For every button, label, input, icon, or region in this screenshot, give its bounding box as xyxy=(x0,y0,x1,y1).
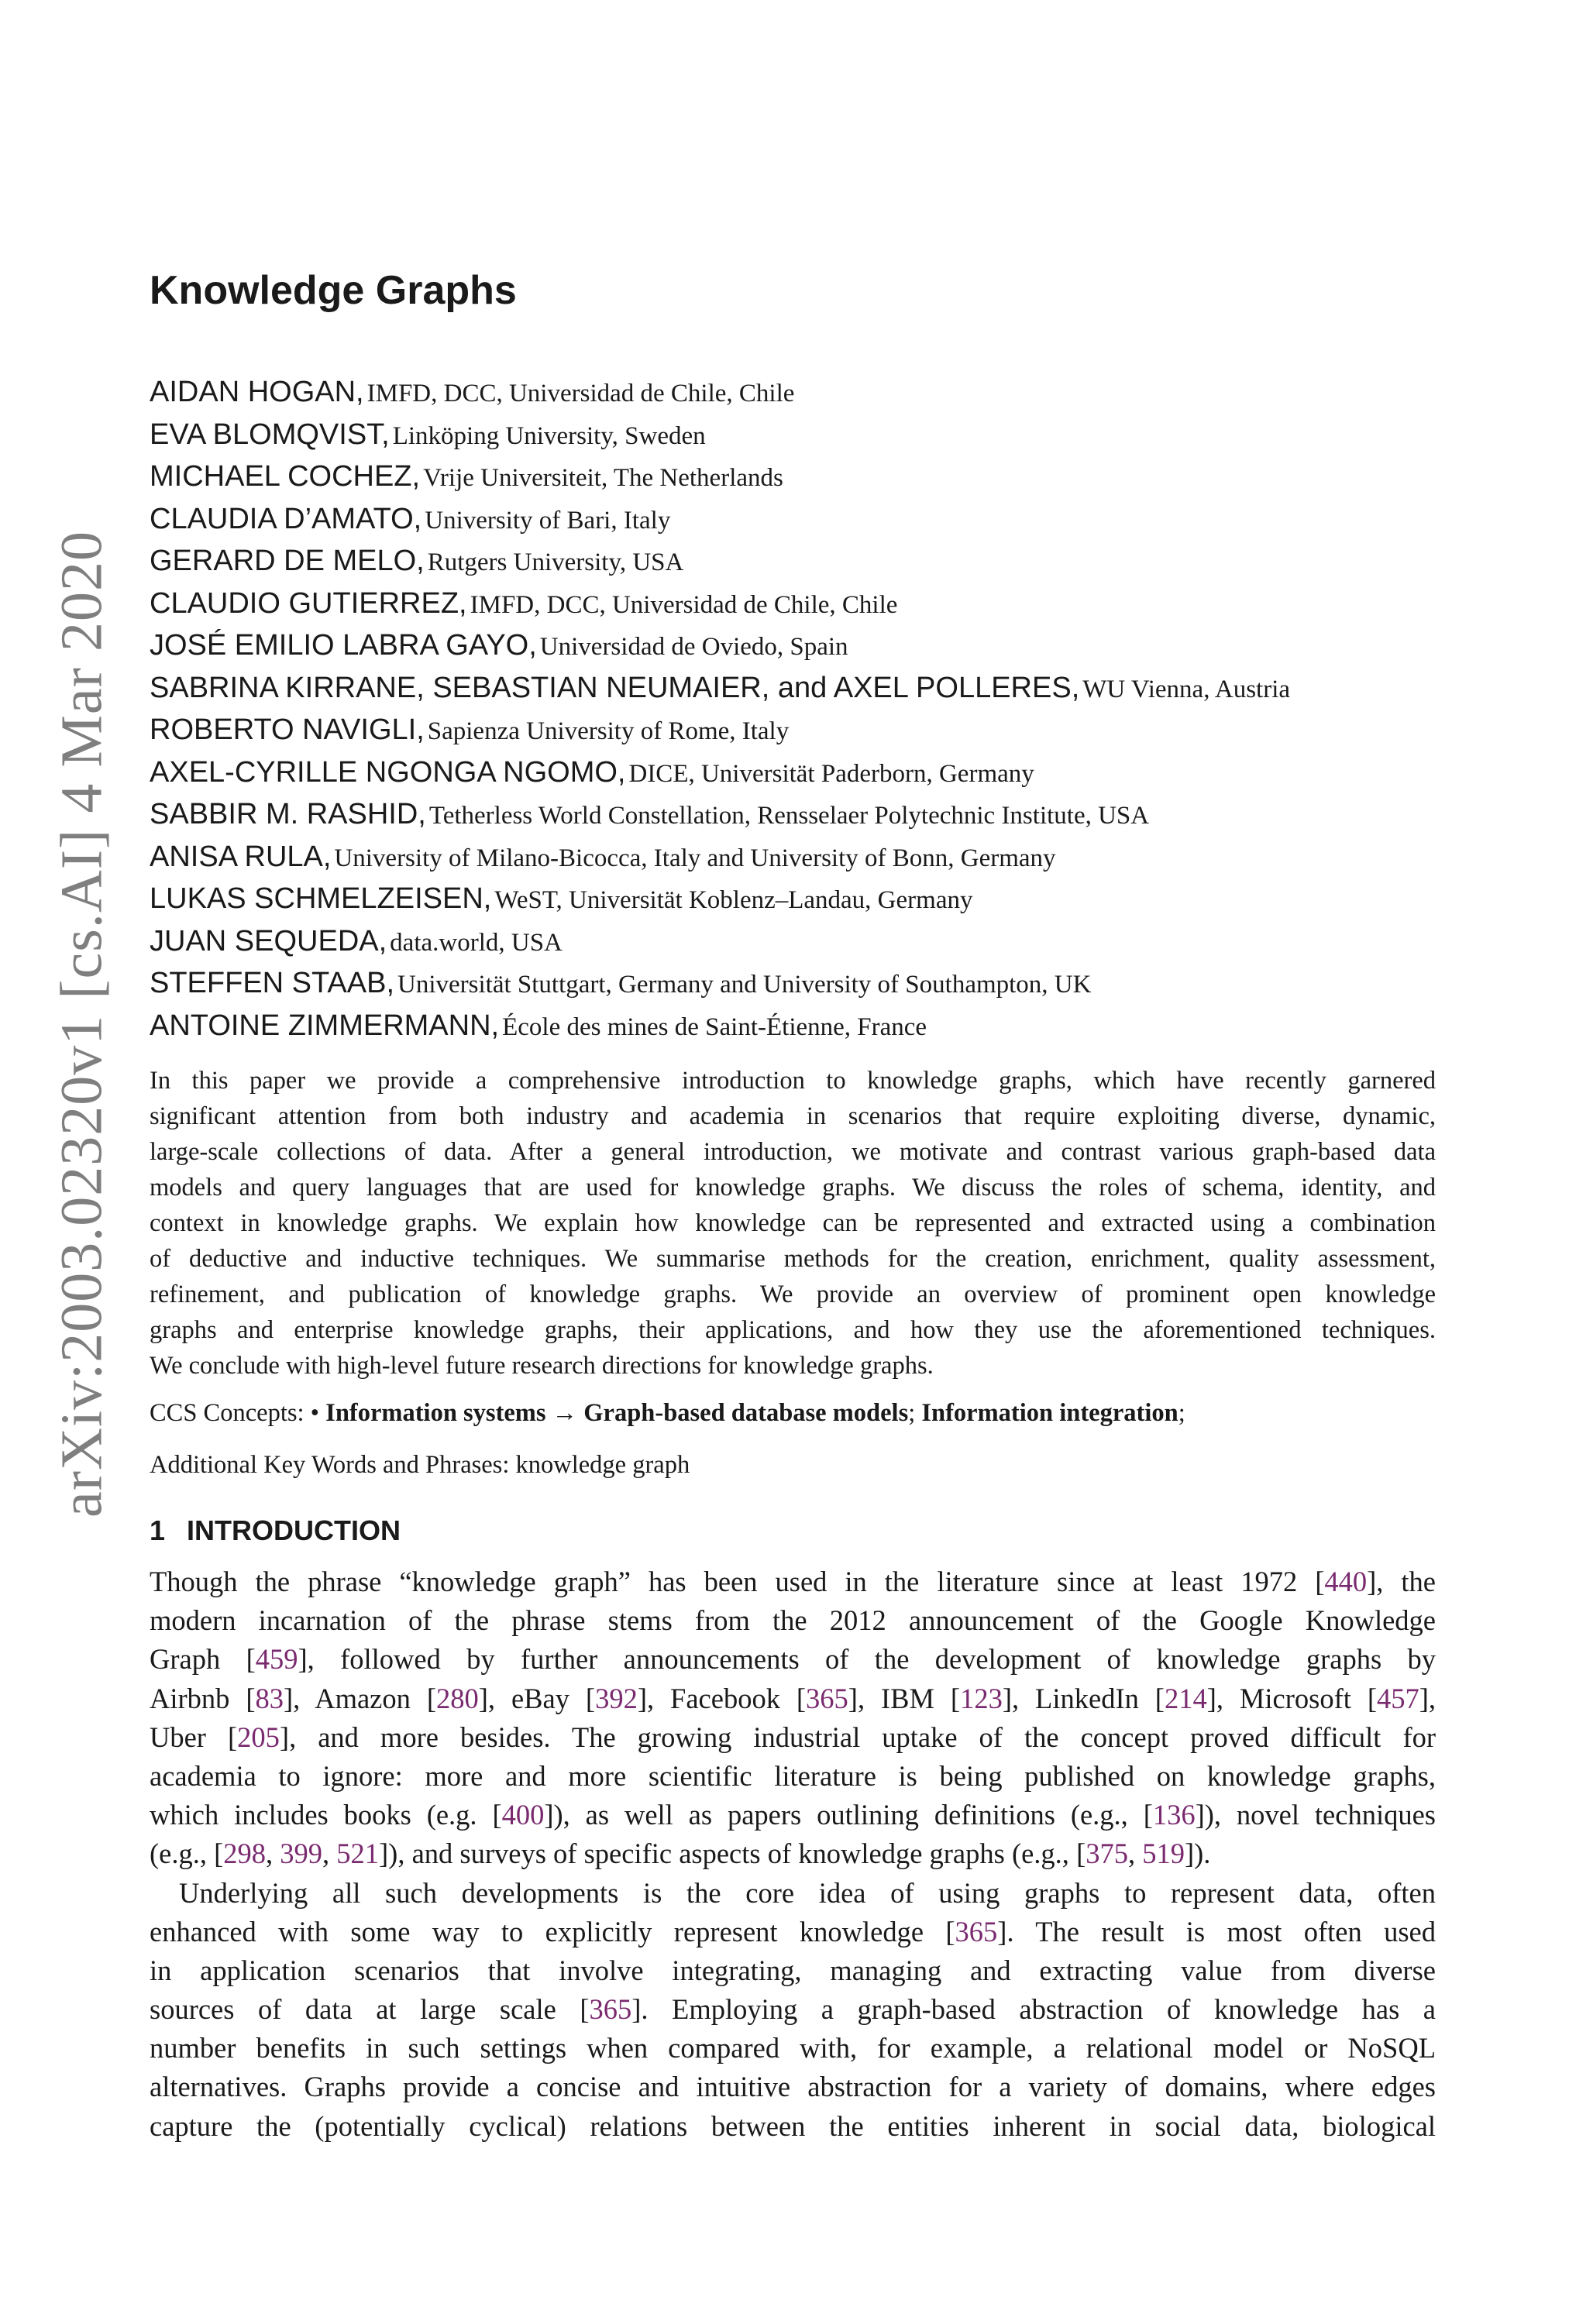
author-name: JOSÉ EMILIO LABRA GAYO, xyxy=(150,629,537,662)
author-entry xyxy=(150,498,1467,541)
text-segment: , IBM xyxy=(857,1682,951,1714)
citation[interactable]: [123] xyxy=(950,1682,1012,1714)
section-heading xyxy=(150,1514,401,1547)
text-segment: Graph xyxy=(150,1643,246,1676)
author-name: AXEL-CYRILLE NGONGA NGOMO, xyxy=(150,755,626,789)
author-name: GERARD DE MELO, xyxy=(150,545,425,577)
citation-link[interactable]: 399 xyxy=(280,1838,323,1870)
author-affiliation: WeST, Universität Koblenz–Landau, Germany xyxy=(494,886,973,914)
text-segment: , Microsoft xyxy=(1216,1682,1368,1714)
paper-title: Knowledge Graphs xyxy=(150,268,517,313)
text-segment: which includes books (e.g. xyxy=(150,1799,493,1831)
citation-link[interactable]: 375 xyxy=(1086,1838,1128,1870)
citation-link[interactable]: 400 xyxy=(501,1799,545,1831)
text-segment: , Amazon xyxy=(293,1682,427,1714)
body-line xyxy=(150,1640,1436,1679)
author-name: AIDAN HOGAN, xyxy=(150,376,364,408)
author-affiliation: Universidad de Oviedo, Spain xyxy=(539,633,848,661)
author-affiliation: Rutgers University, USA xyxy=(427,548,684,576)
author-list xyxy=(150,371,1467,1047)
body-line xyxy=(150,1913,1436,1951)
author-entry xyxy=(150,751,1467,794)
author-name: LUKAS SCHMELZEISEN, xyxy=(150,882,492,915)
author-name: SABRINA KIRRANE, SEBASTIAN NEUMAIER, and AXEL POLLERES, xyxy=(150,671,1080,704)
author-affiliation: University of Milano-Bicocca, Italy and University of Bonn, Germany xyxy=(334,844,1056,872)
citation-link[interactable]: 298 xyxy=(223,1838,267,1870)
body-line xyxy=(150,1951,1436,1990)
author-affiliation: École des mines de Saint-Étienne, France xyxy=(502,1012,927,1041)
abstract-line: of deductive and inductive techniques. We summarise methods for the creation, enrichment, quality assessment, xyxy=(150,1245,1436,1273)
author-affiliation: Vrije Universiteit, The Netherlands xyxy=(423,464,783,492)
abstract-line: We conclude with high-level future research directions for knowledge graphs. xyxy=(150,1352,934,1380)
author-entry xyxy=(150,624,1467,667)
text-segment: academia to ignore: more and more scientific literature is being published on knowledge graphs, xyxy=(150,1759,1436,1792)
text-segment: ), as well as papers outlining definitions (e.g., xyxy=(553,1799,1144,1831)
author-entry xyxy=(150,836,1467,878)
citation[interactable]: [459] xyxy=(246,1643,308,1676)
ccs-concepts xyxy=(150,1399,1185,1428)
citation[interactable]: [365] xyxy=(796,1682,858,1714)
author-affiliation: University of Bari, Italy xyxy=(425,506,671,535)
text-segment: enhanced with some way to explicitly represent knowledge xyxy=(150,1915,946,1948)
author-entry xyxy=(150,371,1467,414)
author-name: STEFFEN STAAB, xyxy=(150,967,395,999)
body-line xyxy=(150,2068,1436,2106)
text-segment: , LinkedIn xyxy=(1011,1682,1155,1714)
body-line xyxy=(150,2107,1436,2146)
citation[interactable]: [440] xyxy=(1315,1566,1377,1597)
body-line xyxy=(150,1679,1436,1718)
author-affiliation: IMFD, DCC, Universidad de Chile, Chile xyxy=(366,380,795,407)
abstract-line: refinement, and publication of knowledge graphs. We provide an overview of prominent open knowledge xyxy=(150,1281,1436,1308)
author-entry xyxy=(150,456,1467,498)
text-segment: in application scenarios that involve integrating, managing and extracting value from diverse xyxy=(150,1954,1436,1986)
keywords: Additional Key Words and Phrases: knowledge graph xyxy=(150,1451,690,1479)
author-entry xyxy=(150,540,1467,583)
citation-link[interactable]: 123 xyxy=(960,1682,1003,1714)
abstract-line: significant attention from both industry and academia in scenarios that require exploiting diverse, dynamic, xyxy=(150,1102,1436,1130)
text-segment: number benefits in such settings when compared with, for example, a relational model or NoSQL xyxy=(150,2032,1436,2064)
author-name: ROBERTO NAVIGLI, xyxy=(150,713,425,746)
body-line xyxy=(150,1874,1436,1913)
author-entry xyxy=(150,583,1467,625)
text-segment: , the xyxy=(1376,1566,1436,1597)
text-segment: , xyxy=(1428,1682,1437,1714)
citation-link[interactable]: 457 xyxy=(1376,1682,1419,1714)
author-affiliation: WU Vienna, Austria xyxy=(1082,675,1291,703)
author-affiliation: IMFD, DCC, Universidad de Chile, Chile xyxy=(470,590,898,619)
author-entry xyxy=(150,1005,1467,1047)
body-line xyxy=(150,2029,1436,2068)
citation[interactable]: [365] xyxy=(945,1915,1007,1948)
author-affiliation: Linköping University, Sweden xyxy=(392,421,706,450)
abstract-line: In this paper we provide a comprehensive introduction to knowledge graphs, which have recently garnered xyxy=(150,1067,1436,1095)
citation[interactable]: [214] xyxy=(1154,1682,1216,1714)
author-entry xyxy=(150,667,1467,710)
abstract-line: large-scale collections of data. After a general introduction, we motivate and contrast various graph-based data xyxy=(150,1138,1436,1166)
ccs-separator: ; xyxy=(908,1399,916,1427)
body-line xyxy=(150,1990,1436,2029)
citation[interactable]: [365] xyxy=(580,1993,642,2026)
author-entry xyxy=(150,920,1467,963)
author-entry xyxy=(150,793,1467,836)
section-number: 1 xyxy=(150,1514,166,1546)
text-segment: ), and surveys of specific aspects of knowledge graphs (e.g., xyxy=(388,1838,1077,1870)
body-line xyxy=(150,1601,1436,1640)
ccs-concept: Information systems → Graph-based database models xyxy=(325,1399,909,1427)
citation-link[interactable]: 214 xyxy=(1164,1682,1207,1714)
body-line xyxy=(150,1718,1436,1757)
text-segment: ), novel techniques xyxy=(1204,1799,1436,1831)
text-segment: capture the (potentially cyclical) relations between the entities inherent in social data, biological xyxy=(150,2109,1436,2142)
citation[interactable]: [83] xyxy=(246,1682,294,1714)
author-affiliation: Tetherless World Constellation, Rensselaer Polytechnic Institute, USA xyxy=(428,802,1150,830)
author-entry xyxy=(150,709,1467,751)
citation-link[interactable]: 519 xyxy=(1142,1838,1185,1870)
ccs-end: ; xyxy=(1178,1399,1185,1427)
arxiv-identifier: arXiv:2003.02320v1 [cs.AI] 4 Mar 2020 xyxy=(49,531,115,1518)
text-segment: Underlying all such developments is the core idea of using graphs to represent data, often xyxy=(179,1876,1436,1909)
body-line xyxy=(150,1796,1436,1834)
text-segment: . Employing a graph-based abstraction of knowledge has a xyxy=(641,1993,1436,2026)
citation-link[interactable]: 205 xyxy=(237,1721,280,1753)
citation-link[interactable]: 365 xyxy=(955,1915,998,1948)
author-name: ANTOINE ZIMMERMANN, xyxy=(150,1009,500,1042)
citation[interactable]: [457] xyxy=(1367,1682,1429,1714)
author-entry xyxy=(150,962,1467,1005)
author-affiliation: Sapienza University of Rome, Italy xyxy=(427,717,790,745)
citation-link[interactable]: 521 xyxy=(336,1838,380,1870)
ccs-concept: Information integration xyxy=(921,1399,1178,1427)
citation[interactable]: [298, 399, 521] xyxy=(214,1838,389,1870)
author-name: CLAUDIO GUTIERREZ, xyxy=(150,586,467,620)
citation-link[interactable]: 83 xyxy=(255,1682,284,1714)
author-name: JUAN SEQUEDA, xyxy=(150,924,387,957)
text-segment: , followed by further announcements of the development of knowledge graphs by xyxy=(307,1643,1436,1676)
section-title: INTRODUCTION xyxy=(187,1514,401,1546)
author-name: SABBIR M. RASHID, xyxy=(150,798,426,830)
text-segment: Uber xyxy=(150,1721,228,1753)
text-segment: (e.g., xyxy=(150,1838,215,1870)
author-name: ANISA RULA, xyxy=(150,840,332,873)
text-segment: , eBay xyxy=(487,1682,586,1714)
author-name: EVA BLOMQVIST, xyxy=(150,418,390,451)
text-segment: modern incarnation of the phrase stems from the 2012 announcement of the Google Knowledge xyxy=(150,1604,1436,1637)
text-segment: . The result is most often used xyxy=(1006,1915,1436,1948)
text-segment: Though the phrase “knowledge graph” has been used in the literature since at least 1972 xyxy=(150,1566,1316,1597)
text-segment: Airbnb xyxy=(150,1682,246,1714)
author-entry xyxy=(150,878,1467,920)
citation-link[interactable]: 365 xyxy=(806,1682,848,1714)
citation[interactable]: [375, 519] xyxy=(1076,1838,1195,1870)
citation[interactable]: [136] xyxy=(1143,1799,1205,1831)
body-line xyxy=(150,1834,1436,1873)
text-segment: , Facebook xyxy=(646,1682,797,1714)
author-affiliation: Universität Stuttgart, Germany and University of Southampton, UK xyxy=(397,971,1092,999)
abstract-line: models and query languages that are used for knowledge graphs. We discuss the roles of schema, identity, and xyxy=(150,1174,1436,1202)
citation-link[interactable]: 280 xyxy=(435,1682,479,1714)
citation[interactable]: [205] xyxy=(228,1721,290,1753)
text-segment: ). xyxy=(1194,1838,1211,1870)
body-text xyxy=(150,1563,1436,2146)
ccs-label: CCS Concepts: • xyxy=(150,1399,320,1427)
citation-link[interactable]: 392 xyxy=(595,1682,638,1714)
citation-link[interactable]: 459 xyxy=(255,1643,298,1676)
abstract-line: graphs and enterprise knowledge graphs, their applications, and how they use the aforementioned techniques. xyxy=(150,1316,1436,1344)
text-segment: alternatives. Graphs provide a concise and intuitive abstraction for a variety of domains, where edges xyxy=(150,2071,1436,2103)
text-segment: sources of data at large scale xyxy=(150,1993,580,2026)
author-entry xyxy=(150,414,1467,456)
abstract xyxy=(150,1063,1436,1384)
text-segment: , and more besides. The growing industrial uptake of the concept proved difficult for xyxy=(289,1721,1437,1753)
body-line xyxy=(150,1757,1436,1796)
citation-link[interactable]: 136 xyxy=(1152,1799,1196,1831)
body-line xyxy=(150,1563,1436,1601)
citation[interactable]: [280] xyxy=(426,1682,488,1714)
citation[interactable]: [400] xyxy=(492,1799,554,1831)
citation-link[interactable]: 365 xyxy=(589,1993,632,2026)
citation[interactable]: [392] xyxy=(585,1682,647,1714)
abstract-line: context in knowledge graphs. We explain how knowledge can be represented and extracted using a combination xyxy=(150,1209,1436,1237)
citation-link[interactable]: 440 xyxy=(1324,1566,1368,1597)
author-name: CLAUDIA D’AMATO, xyxy=(150,502,422,535)
author-affiliation: DICE, Universität Paderborn, Germany xyxy=(628,759,1034,788)
author-name: MICHAEL COCHEZ, xyxy=(150,460,421,493)
author-affiliation: data.world, USA xyxy=(390,928,563,957)
